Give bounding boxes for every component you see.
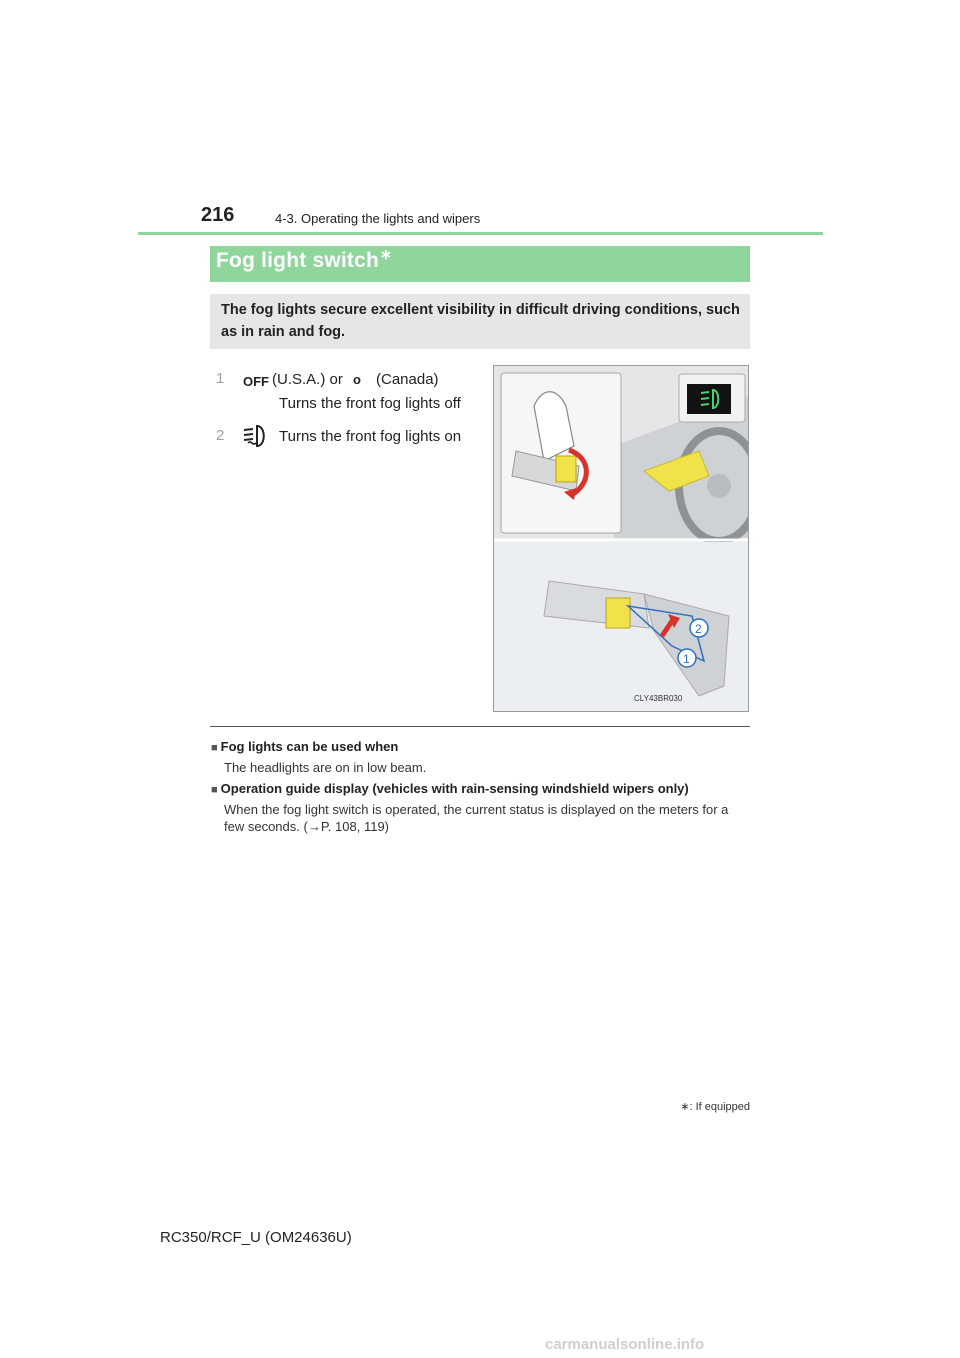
note-bullet-icon: ■: [211, 784, 218, 796]
note-bullet-icon: ■: [211, 742, 218, 754]
equipped-marker: ∗: [380, 246, 392, 262]
callout-2: 2: [695, 622, 702, 636]
item-2-description: Turns the front fog lights on: [279, 428, 462, 445]
notes-divider: [210, 726, 750, 727]
intro-text: The fog lights secure excellent visibility in difficult driving conditions, such as in rain and fog.: [221, 302, 740, 340]
fog-light-switch-illustration: [493, 365, 749, 712]
footnote: ∗: If equipped: [680, 1101, 750, 1113]
fog-light-icon: [242, 423, 270, 449]
canada-off-symbol: o: [353, 372, 361, 387]
page-title: Fog light switch∗: [216, 246, 392, 272]
section-title: 4-3. Operating the lights and wipers: [275, 211, 481, 226]
usa-label: (U.S.A.) or: [272, 371, 343, 388]
note-1-body: The headlights are on in low beam.: [224, 760, 427, 775]
page-number: 216: [201, 204, 235, 226]
note-2-heading: ■ Operation guide display (vehicles with rain-sensing windshield wipers only): [211, 781, 689, 796]
off-position-label: OFF: [243, 374, 269, 389]
note-2-body: When the fog light switch is operated, the current status is displayed on the meters for a few seconds. (→P. 108, 119): [224, 802, 729, 834]
callout-1: 1: [683, 652, 690, 666]
figure-code: CLY43BR030: [634, 694, 683, 703]
item-number-2: 2: [216, 427, 225, 444]
item-1-description: Turns the front fog lights off: [279, 395, 461, 412]
header-rule: [138, 232, 823, 235]
item-number-1: 1: [216, 370, 225, 387]
note-1-heading: ■ Fog lights can be used when: [211, 739, 399, 754]
watermark: carmanualsonline.info: [545, 1336, 705, 1353]
footer-model-code: RC350/RCF_U (OM24636U): [160, 1229, 352, 1246]
canada-label: (Canada): [376, 371, 439, 388]
